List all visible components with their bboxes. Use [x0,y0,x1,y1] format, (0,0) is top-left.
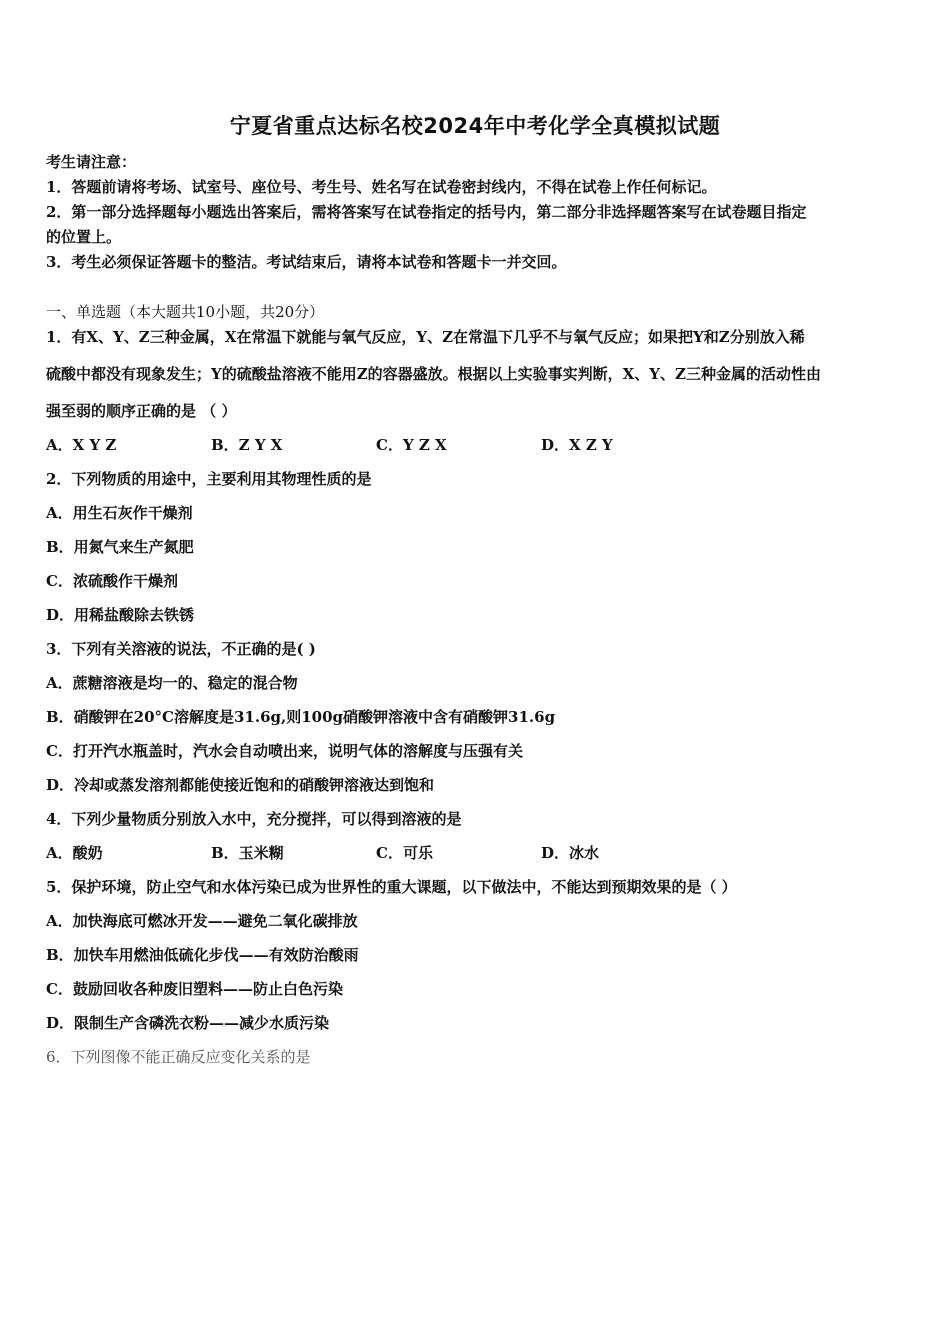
question-2-stem: 2．下列物质的用途中，主要利用其物理性质的是 [46,470,372,488]
notice-item: 1．答题前请将考场、试室号、座位号、考生号、姓名写在试卷密封线内，不得在试卷上作任何标记。 [46,178,717,196]
question-1-stem: 硫酸中都没有现象发生；Y的硫酸盐溶液不能用Z的容器盛放。根据以上实验事实判断，X、Y、Z三种金属的活动性由 [46,365,821,383]
question-1-stem: 1．有X、Y、Z三种金属，X在常温下就能与氧气反应，Y、Z在常温下几乎不与氧气反应；如果把Y和Z分别放入稀 [46,328,805,346]
notice-item: 2．第一部分选择题每小题选出答案后，需将答案写在试卷指定的括号内，第二部分非选择题答案写在试卷题目指定 [46,203,807,221]
question-5-option-b: B．加快车用燃油低硫化步伐——有效防治酸雨 [46,946,359,964]
question-2-option-d: D．用稀盐酸除去铁锈 [46,606,195,624]
question-1-option-d: D．X Z Y [541,436,613,454]
question-5-stem: 5．保护环境，防止空气和水体污染已成为世界性的重大课题，以下做法中，不能达到预期效果的是（ ） [46,878,737,896]
page-title: 宁夏省重点达标名校2024年中考化学全真模拟试题 [229,114,721,138]
question-4-option-c: C．可乐 [376,844,433,862]
question-2-option-c: C．浓硫酸作干燥剂 [46,572,178,590]
question-6-stem: 6．下列图像不能正确反应变化关系的是 [46,1048,311,1066]
question-3-option-a: A．蔗糖溶液是均一的、稳定的混合物 [46,674,298,692]
question-3-stem: 3．下列有关溶液的说法，不正确的是( ) [46,640,316,658]
question-1-stem: 强至弱的顺序正确的是 （ ） [46,402,237,420]
question-5-option-c: C．鼓励回收各种废旧塑料——防止白色污染 [46,980,343,998]
section-heading: 一、单选题（本大题共10小题，共20分） [46,303,325,321]
question-4-stem: 4．下列少量物质分别放入水中，充分搅拌，可以得到溶液的是 [46,810,462,828]
notice-item: 3．考生必须保证答题卡的整洁。考试结束后，请将本试卷和答题卡一并交回。 [46,253,567,271]
question-2-option-a: A．用生石灰作干燥剂 [46,504,193,522]
question-3-option-b: B．硝酸钾在20°C溶解度是31.6g,则100g硝酸钾溶液中含有硝酸钾31.6g [46,708,556,726]
question-5-option-a: A．加快海底可燃冰开发——避免二氧化碳排放 [46,912,358,930]
question-4-option-b: B．玉米糊 [211,844,284,862]
notice-heading: 考生请注意： [46,153,137,171]
question-3-option-d: D．冷却或蒸发溶剂都能使接近饱和的硝酸钾溶液达到饱和 [46,776,435,794]
question-4-option-d: D．冰水 [541,844,600,862]
question-5-option-d: D．限制生产含磷洗衣粉——减少水质污染 [46,1014,330,1032]
question-3-option-c: C．打开汽水瓶盖时，汽水会自动喷出来，说明气体的溶解度与压强有关 [46,742,523,760]
question-1-option-a: A．X Y Z [46,436,117,454]
question-4-option-a: A．酸奶 [46,844,103,862]
question-1-option-b: B．Z Y X [211,436,283,454]
question-2-option-b: B．用氮气来生产氮肥 [46,538,194,556]
notice-item: 的位置上。 [46,228,122,246]
question-1-option-c: C．Y Z X [376,436,447,454]
